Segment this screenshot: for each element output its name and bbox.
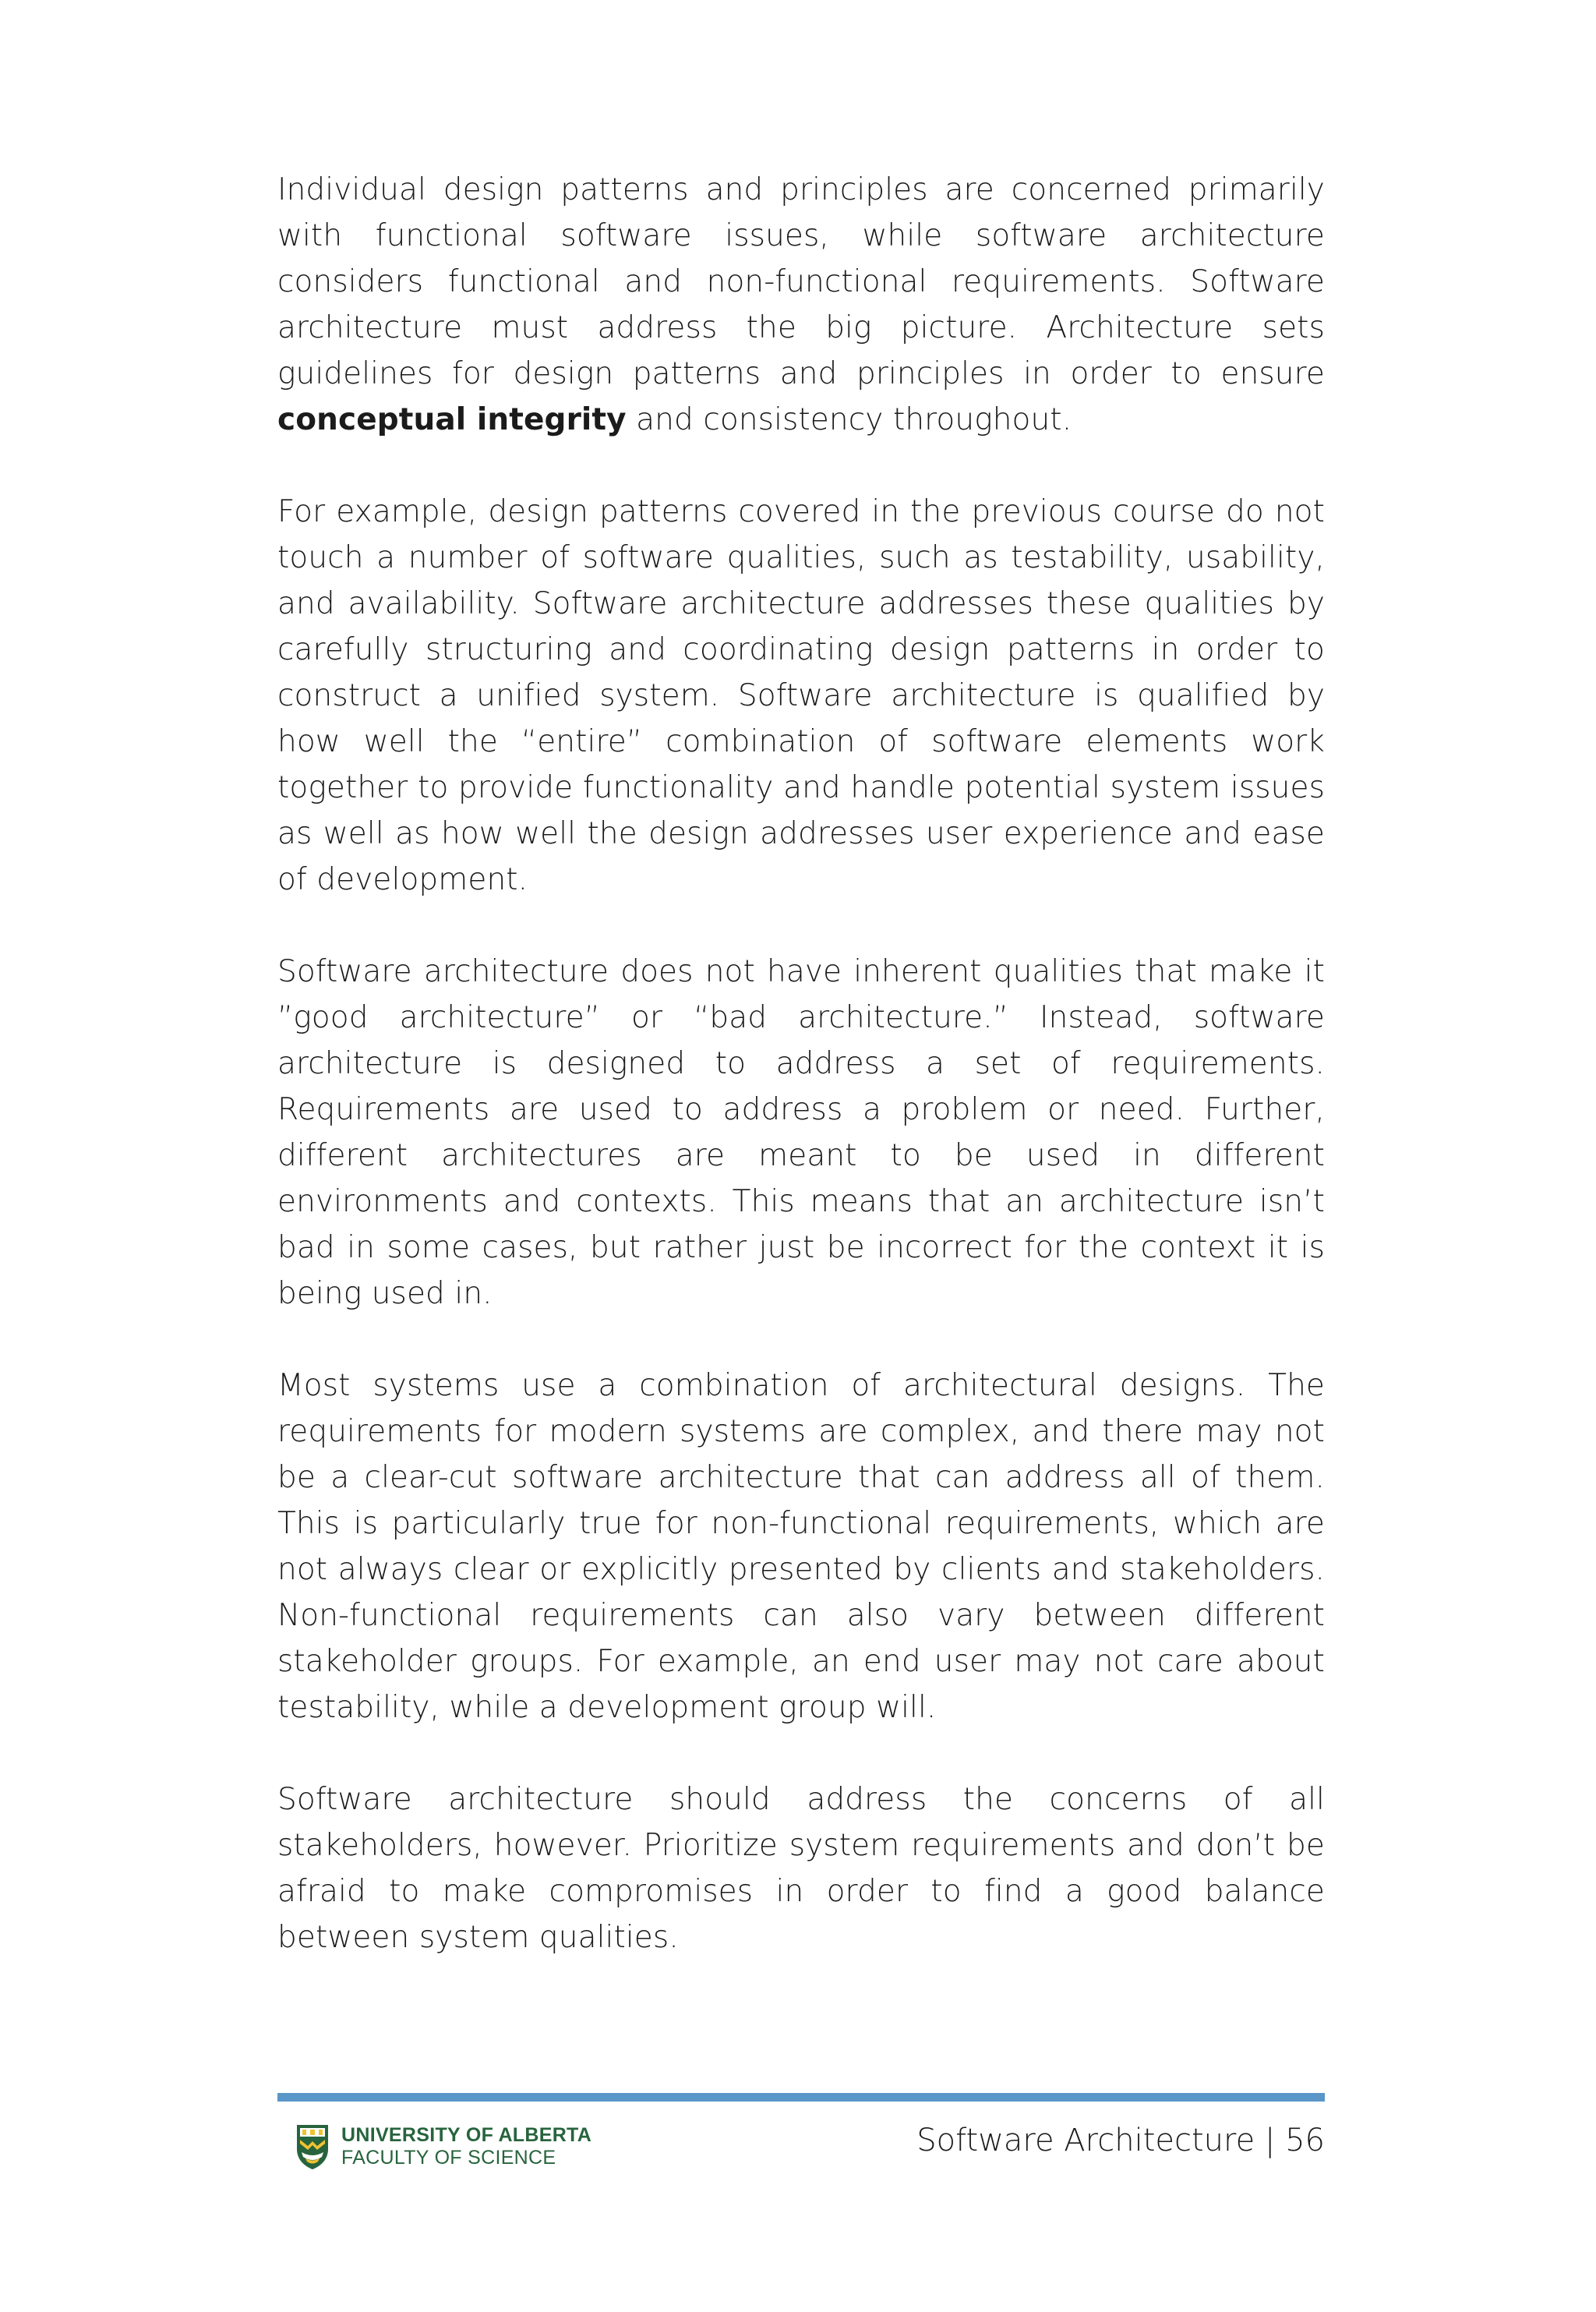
text-run: Most systems use a combination of architectural designs. The requirements for modern systems are complex, and there may not be a clear-cut software architecture that can address all of them. This is particularly true for non-functional requirements, which are not always clear or explicitly presented by clients and stakeholders. Non-functional requirements can also vary between different stakeholder groups. For example, an end user may not care about testability, while a development group will. — [277, 1368, 1325, 1725]
paragraph — [277, 489, 1325, 903]
text-run: and consistency throughout. — [626, 402, 1072, 437]
bold-term: conceptual integrity — [277, 402, 627, 437]
logo-faculty-name: FACULTY OF SCIENCE — [341, 2147, 556, 2169]
text-run: For example, design patterns covered in the previous course do not touch a number of software qualities, such as testability, usability, and availability. Software architecture addresses these qualities by carefully structuring and coordinating design patterns in order to construct a unified system. Software architecture is qualified by how well the “entire” combination of software elements work together to provide functionality and handle potential system issues as well as how well the design addresses user experience and ease of development. — [277, 494, 1325, 897]
paragraph — [277, 1776, 1325, 1960]
paragraph — [277, 949, 1325, 1317]
paragraph — [277, 1363, 1325, 1730]
text-run: Individual design patterns and principles are concerned primarily with functional software issues, while software architecture considers functional and non-functional requirements. Software architecture must address the big picture. Architecture sets guidelines for design patterns and principles in order to ensure — [277, 172, 1325, 391]
text-run: Software architecture should address the concerns of all stakeholders, however. Prioritize system requirements and don’t be afraid to make compromises in order to find a good balance between system qualities. — [277, 1782, 1325, 1955]
text-run: Software architecture does not have inherent qualities that make it ”good architecture” or “bad architecture.” Instead, software architecture is designed to address a set of requirements. Requirements are used to address a problem or need. Further, different architectures are meant to be used in different environments and contexts. This means that an architecture isn’t bad in some cases, but rather just be incorrect for the context it is being used in. — [277, 954, 1325, 1311]
page-footer-label: Software Architecture | 56 — [916, 2123, 1325, 2158]
paragraph — [277, 167, 1325, 443]
logo-university-name: UNIVERSITY OF ALBERTA — [341, 2124, 592, 2146]
logo-text — [341, 2124, 591, 2169]
footer-rule — [277, 2093, 1325, 2102]
university-logo — [295, 2122, 591, 2172]
university-crest-icon — [295, 2123, 330, 2171]
body-text — [277, 167, 1325, 2006]
